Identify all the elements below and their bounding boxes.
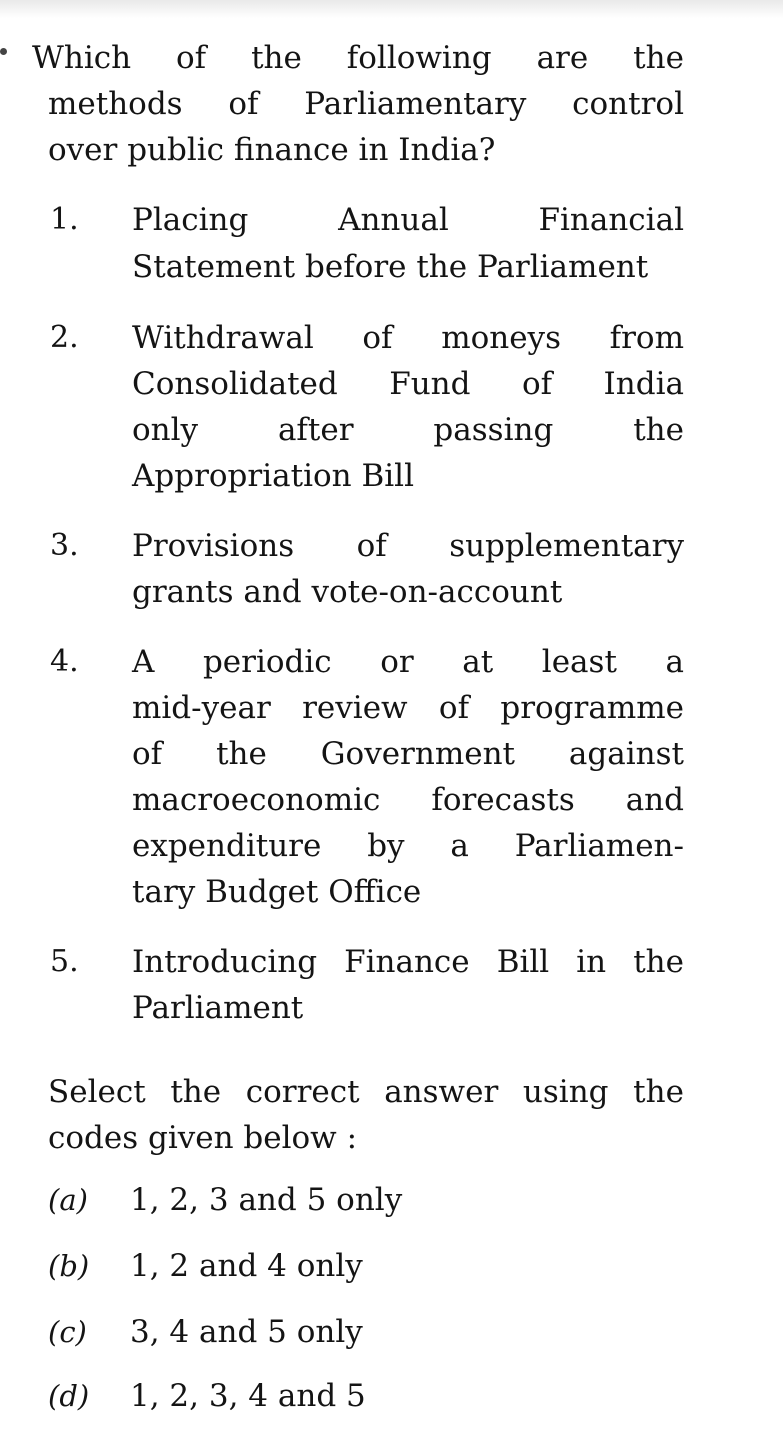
word: following [346, 40, 492, 76]
statement-line [132, 688, 684, 728]
statement-line [132, 364, 684, 404]
word: programme [500, 690, 684, 726]
word: correct [245, 1074, 360, 1110]
word: a [665, 644, 684, 680]
statement-line [132, 826, 684, 866]
instruction-line [48, 1072, 684, 1112]
word: Introducing [132, 944, 318, 980]
word: the [251, 40, 302, 76]
statement-number: 2. [50, 320, 79, 355]
word: Select [48, 1074, 146, 1110]
word: mid-year [132, 690, 271, 726]
word: passing [433, 412, 554, 448]
word: from [609, 320, 684, 356]
option-text: 1, 2 and 4 only [130, 1248, 363, 1284]
word: A [132, 644, 155, 680]
statement-line [132, 526, 684, 566]
word: moneys [441, 320, 561, 356]
word: of [356, 528, 387, 564]
word: Bill [496, 944, 550, 980]
word: Annual [338, 202, 449, 238]
option-label: (d) [48, 1379, 90, 1413]
word: control [572, 86, 684, 122]
word: Financial [538, 202, 684, 238]
word: macroeconomic [132, 782, 381, 818]
statement-line [132, 318, 684, 358]
question-line: over public finance in India? [48, 132, 496, 168]
word: the [633, 412, 684, 448]
statement-line [132, 200, 684, 240]
word: Fund [389, 366, 471, 402]
top-shade [0, 0, 783, 18]
word: in [576, 944, 607, 980]
word: after [277, 412, 354, 448]
word: only [132, 412, 199, 448]
option-text: 1, 2, 3, 4 and 5 [130, 1378, 366, 1414]
option-label: (c) [48, 1315, 87, 1349]
word: of [228, 86, 259, 122]
word: or [380, 644, 414, 680]
statement-line [132, 942, 684, 982]
statement-line: tary Budget Office [132, 874, 422, 910]
word: Finance [344, 944, 470, 980]
statement-line [132, 642, 684, 682]
option-label: (a) [48, 1183, 88, 1217]
option-text: 3, 4 and 5 only [130, 1314, 363, 1350]
word: Parliamen- [514, 828, 684, 864]
word: periodic [202, 644, 332, 680]
word: using [522, 1074, 609, 1110]
question-line [32, 38, 684, 78]
question-line [48, 84, 684, 124]
bullet-dot [0, 48, 7, 55]
word: Government [320, 736, 515, 772]
statement-number: 3. [50, 528, 79, 563]
word: by [367, 828, 405, 864]
option-label: (b) [48, 1249, 90, 1283]
statement-line [132, 780, 684, 820]
option-text: 1, 2, 3 and 5 only [130, 1182, 403, 1218]
instruction-line: codes given below : [48, 1120, 358, 1156]
word: at [462, 644, 494, 680]
word: Provisions [132, 528, 295, 564]
word: of [132, 736, 163, 772]
word: are [536, 40, 589, 76]
word: of [521, 366, 553, 402]
word: Consolidated [132, 366, 338, 402]
word: India [603, 366, 684, 402]
statement-number: 5. [50, 944, 79, 979]
word: of [362, 320, 393, 356]
word: supplementary [449, 528, 684, 564]
word: Parliamentary [304, 86, 527, 122]
statement-line: Statement before the Parliament [132, 249, 649, 285]
statement-number: 4. [50, 644, 79, 679]
word: forecasts [431, 782, 575, 818]
word: a [450, 828, 469, 864]
word: the [633, 1074, 684, 1110]
word: review [302, 690, 408, 726]
word: against [568, 736, 684, 772]
statement-line [132, 410, 684, 450]
statement-line: grants and vote-on-account [132, 574, 563, 610]
word: methods [48, 86, 183, 122]
word: the [633, 40, 684, 76]
word: of [176, 40, 207, 76]
word: Which [32, 40, 132, 76]
word: the [633, 944, 684, 980]
word: expenditure [132, 828, 322, 864]
word: least [541, 644, 617, 680]
word: and [625, 782, 684, 818]
word: the [170, 1074, 222, 1110]
word: of [438, 690, 470, 726]
word: Placing [132, 202, 249, 238]
statement-line [132, 734, 684, 774]
statement-number: 1. [50, 202, 79, 237]
statement-line: Parliament [132, 990, 304, 1026]
word: answer [384, 1074, 499, 1110]
statement-line: Appropriation Bill [132, 458, 414, 494]
word: the [216, 736, 267, 772]
word: Withdrawal [132, 320, 314, 356]
